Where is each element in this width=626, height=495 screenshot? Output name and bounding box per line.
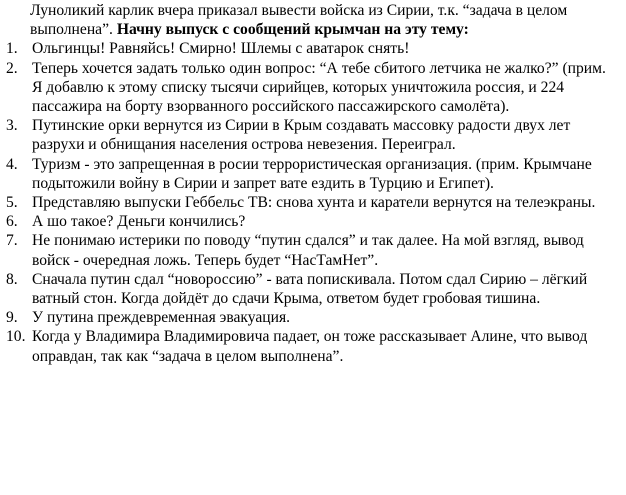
intro-text: Луноликий карлик вчера приказал вывести войска из Сирии, т.к. “задача в целом выполнена”.	[30, 2, 568, 39]
list-item-number: 7.	[6, 232, 18, 250]
list-item	[6, 59, 620, 117]
intro-paragraph	[30, 0, 620, 39]
list-item-number: 4.	[6, 155, 18, 173]
list-item	[6, 327, 620, 365]
list-item	[6, 270, 620, 308]
list-item-number: 9.	[6, 309, 18, 327]
list-item	[6, 193, 620, 212]
list-item-text: А шо такое? Деньги кончились?	[32, 213, 246, 231]
list-item-text: Ольгинцы! Равняйсь! Смирно! Шлемы с аватарок снять!	[32, 40, 410, 58]
list-item-number: 6.	[6, 213, 18, 231]
list-item-text: Туризм - это запрещенная в росии террористическая организация. (прим. Крымчане подытожили войну в Сирии и запрет вате ездить в Турцию и Египет).	[32, 155, 592, 192]
list-item	[6, 155, 620, 193]
list-item-number: 8.	[6, 270, 18, 288]
list-item-text: Не понимаю истерики по поводу “путин сдался” и так далее. На мой взгляд, вывод войск - очередная ложь. Теперь будет “НасТамНет”.	[32, 232, 584, 269]
list-item-text: У путина преждевременная эвакуация.	[32, 309, 291, 327]
list-item-text: Представляю выпуски Геббельс ТВ: снова хунта и каратели вернутся на телеэкраны.	[32, 194, 596, 212]
list-item-number: 2.	[6, 59, 18, 77]
numbered-list	[6, 39, 620, 365]
list-item-number: 5.	[6, 194, 18, 212]
intro-bold-text: Начну выпуск с сообщений крымчан на эту тему:	[116, 21, 469, 39]
list-item	[6, 39, 620, 58]
list-item-number: 3.	[6, 117, 18, 135]
list-item-number: 10.	[6, 328, 26, 346]
list-item	[6, 212, 620, 231]
list-item-text: Сначала путин сдал “новороссию” - вата попискивала. Потом сдал Сирию – лёгкий ватный стон. Когда дойдёт до сдачи Крыма, ответом будет гробовая тишина.	[32, 270, 588, 308]
list-item-text: Когда у Владимира Владимировича падает, он тоже рассказывает Алине, что вывод оправдан, так как “задача в целом выполнена”.	[32, 328, 588, 365]
list-item	[6, 116, 620, 154]
list-item	[6, 231, 620, 269]
list-item-number: 1.	[6, 40, 18, 58]
list-item-text: Путинские орки вернутся из Сирии в Крым создавать массовку радости двух лет разрухи и обнищания населения острова невезения. Переиграл.	[32, 117, 571, 154]
list-item	[6, 308, 620, 327]
list-item-text: Теперь хочется задать только один вопрос: “А тебе сбитого летчика не жалко?” (прим. Я добавлю к этому списку тысячи сирийцев, которых уничтожила россия, и 224 пассажира на борту взорванного российского пассажирского самолёта).	[32, 59, 606, 116]
